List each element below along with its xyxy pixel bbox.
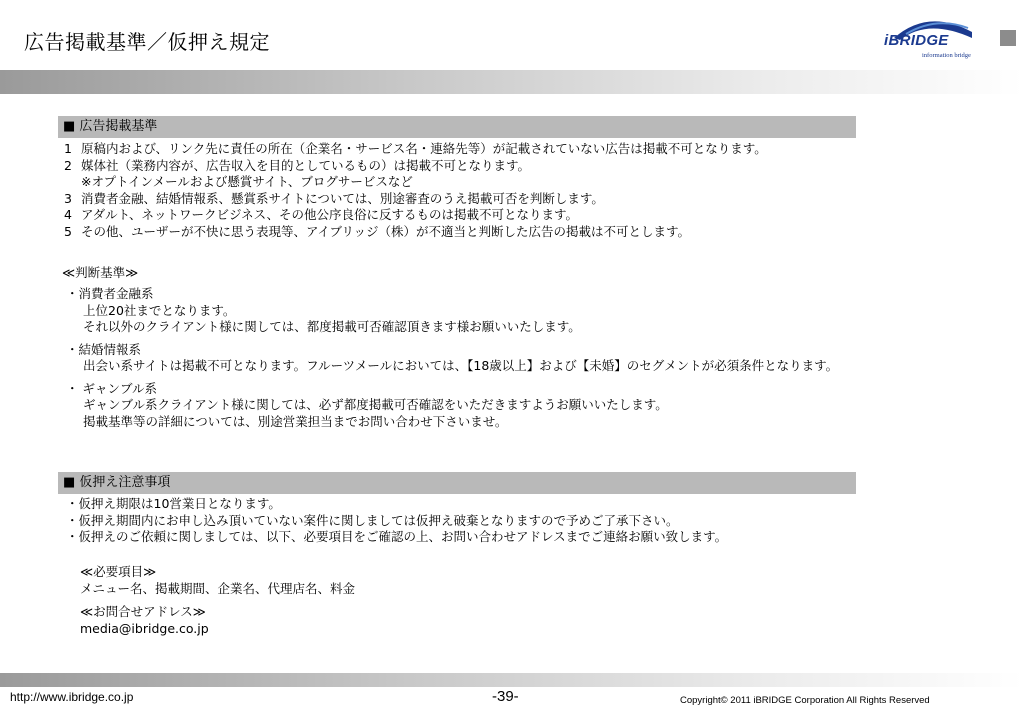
ibridge-logo bbox=[876, 12, 976, 62]
judgment-heading: ≪判断基準≫ bbox=[62, 265, 139, 280]
judgment-block-consumer-finance: ・消費者金融系 上位20社までとなります。 それ以外のクライアント様に関しては、都度掲載可否確認頂きます様お願いいたします。 bbox=[66, 286, 581, 334]
copyright-text: Copyright© 2011 iBRIDGE Corporation All Rights Reserved bbox=[680, 695, 930, 706]
footer-url-link[interactable]: http://www.ibridge.co.jp bbox=[10, 690, 134, 704]
page-number: -39- bbox=[492, 688, 519, 705]
criteria-item: ※オプトインメールおよび懸賞サイト、ブログサービスなど bbox=[81, 174, 413, 189]
criteria-item: 4 アダルト、ネットワークビジネス、その他公序良俗に反するものは掲載不可となります。 bbox=[64, 207, 579, 222]
logo-tagline: information bridge bbox=[922, 52, 971, 59]
corner-square-icon bbox=[1000, 30, 1016, 46]
page-title: 広告掲載基準／仮押え規定 bbox=[24, 30, 270, 54]
hold-bullets bbox=[66, 496, 727, 546]
criteria-item: 3 消費者金融、結婚情報系、懸賞系サイトについては、別途審査のうえ掲載可否を判断します。 bbox=[64, 190, 604, 206]
hold-heading: ■ 仮押え注意事項 bbox=[58, 472, 856, 494]
required-heading: ≪必要項目≫ bbox=[80, 564, 157, 579]
criteria-item: 5 その他、ユーザーが不快に思う表現等、アイブリッジ（株）が不適当と判断した広告の掲載は不可とします。 bbox=[64, 223, 691, 239]
hold-bullet: ・仮押え期限は10営業日となります。 bbox=[66, 496, 281, 511]
criteria-list bbox=[64, 141, 767, 240]
hold-bullet: ・仮押えのご依頼に関しましては、以下、必要項目をご確認の上、お問い合わせアドレスまでご連絡お願い致します。 bbox=[66, 529, 728, 544]
judgment-block-gambling: ・ ギャンブル系 ギャンブル系クライアント様に関しては、必ず都度掲載可否確認をいただきますようお願いいたします。 掲載基準等の詳細については、別途営業担当までお問い合わせ下さいませ。 bbox=[66, 380, 668, 429]
required-text: メニュー名、掲載期間、企業名、代理店名、料金 bbox=[80, 580, 356, 596]
contact-heading: ≪お問合せアドレス≫ bbox=[80, 604, 206, 619]
criteria-item: 1 原稿内および、リンク先に責任の所在（企業名・サービス名・連絡先等）が記載されていない広告は掲載不可となります。 bbox=[64, 141, 767, 156]
hold-contact bbox=[80, 604, 209, 637]
logo-wordmark: iBRIDGE bbox=[884, 32, 949, 49]
judgment-blocks bbox=[66, 286, 838, 436]
header-gradient-bar bbox=[0, 70, 1023, 94]
footer-gradient-bar bbox=[0, 673, 1023, 687]
contact-email[interactable]: media@ibridge.co.jp bbox=[80, 620, 209, 636]
criteria-heading: ■ 広告掲載基準 bbox=[58, 116, 856, 138]
criteria-item: 2 媒体社（業務内容が、広告収入を目的としているもの）は掲載不可となります。 bbox=[64, 157, 531, 173]
hold-required bbox=[80, 564, 355, 597]
judgment-block-marriage: ・結婚情報系 出会い系サイトは掲載不可となります。フルーツメールにおいては、【18歳以上】および【未婚】のセグメントが必須条件となります。 bbox=[66, 341, 839, 373]
hold-bullet: ・仮押え期間内にお申し込み頂いていない案件に関しましては仮押え破棄となりますので予めご了承下さい。 bbox=[66, 512, 679, 528]
